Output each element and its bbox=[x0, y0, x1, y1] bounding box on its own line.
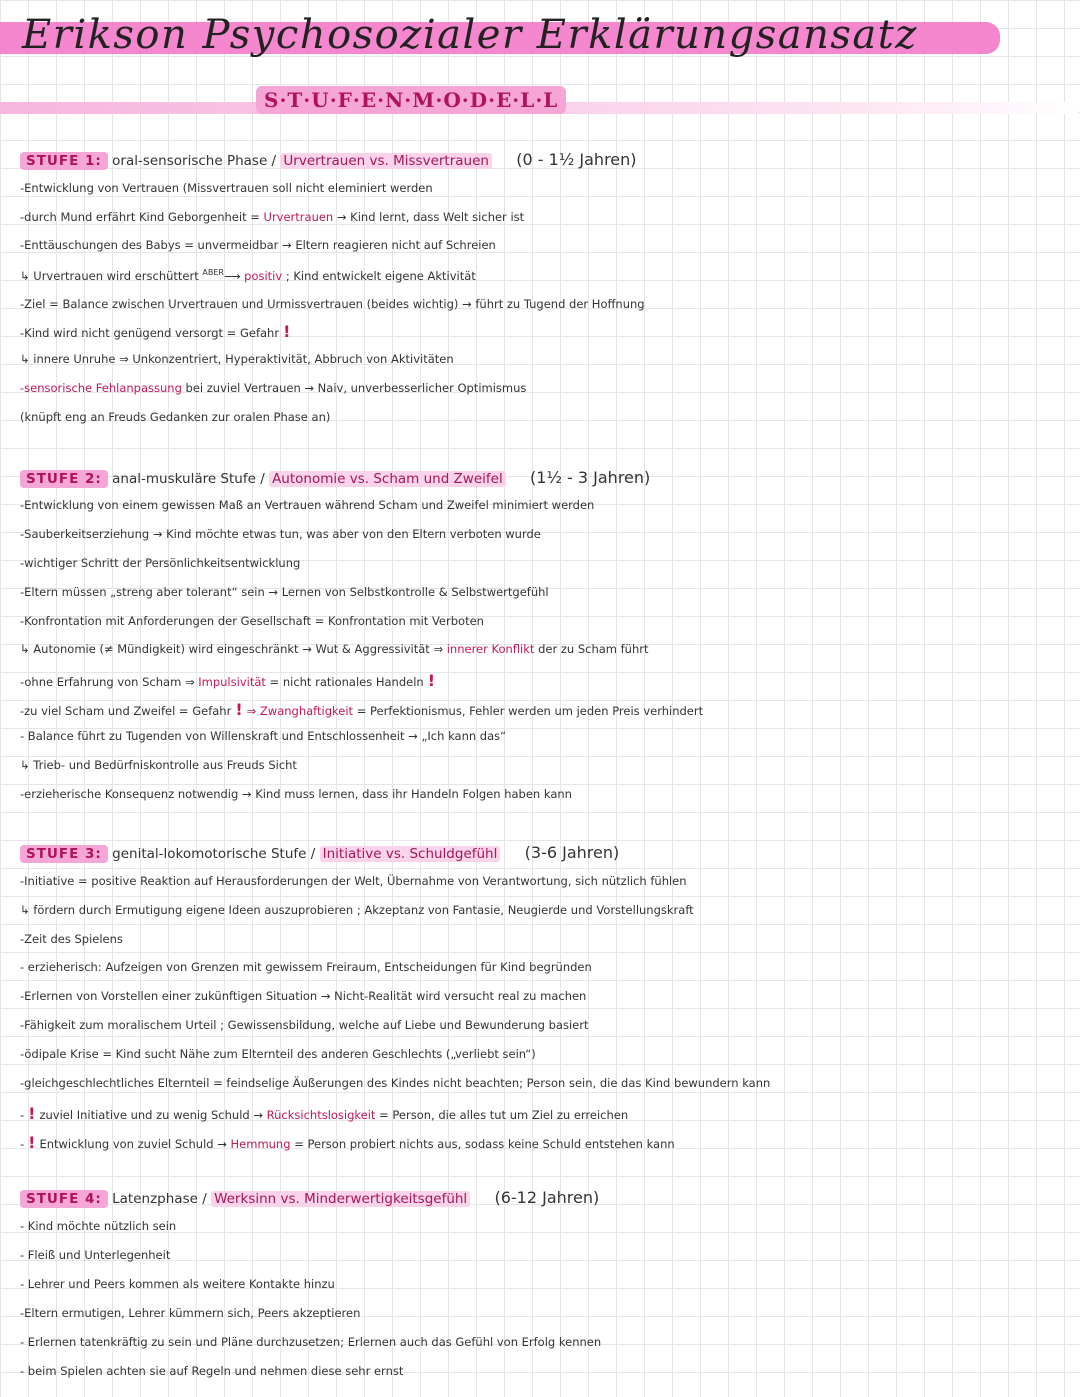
keyword-fehlanpassung: -sensorische Fehlanpassung bbox=[20, 381, 182, 395]
stage3-line: -ödipale Krise = Kind sucht Nähe zum Elternteil des anderen Geschlechts („verliebt sein“) bbox=[20, 1047, 536, 1061]
stage2-line: -erzieherische Konsequenz notwendig → Kind muss lernen, dass ihr Handeln Folgen haben kann bbox=[20, 787, 572, 801]
stage2-age: (1½ - 3 Jahren) bbox=[530, 468, 651, 487]
keyword-hemmung: Hemmung bbox=[230, 1137, 291, 1151]
stage3-line: -Fähigkeit zum moralischem Urteil ; Gewissensbildung, welche auf Liebe und Bewunderung basiert bbox=[20, 1018, 589, 1032]
stage3-line: - erzieherisch: Aufzeigen von Grenzen mit gewissem Freiraum, Entscheidungen für Kind begründen bbox=[20, 960, 592, 974]
text-segment: der zu Scham führt bbox=[538, 642, 649, 656]
stage2-label: STUFE 2: bbox=[20, 470, 108, 488]
warning-icon: ! bbox=[28, 1133, 36, 1152]
stage1-line: ↳ Urvertrauen wird erschüttert $^{ABER}$⟶ positiv ; Kind entwickelt eigene Aktivität bbox=[20, 268, 476, 283]
stage2-line bbox=[20, 700, 703, 719]
stage3-label: STUFE 3: bbox=[20, 845, 108, 863]
text-segment: zuviel Initiative und zu wenig Schuld → bbox=[39, 1108, 263, 1122]
stage3-heading bbox=[20, 843, 619, 862]
keyword-urvertrauen: Urvertrauen bbox=[263, 210, 334, 224]
stage4-line: - Erlernen tatenkräftig zu sein und Pläne durchzusetzen; Erlernen auch das Gefühl von Erfolg kennen bbox=[20, 1335, 602, 1349]
stage2-conflict: Autonomie vs. Scham und Zweifel bbox=[269, 471, 506, 487]
stage2-line: -Sauberkeitserziehung → Kind möchte etwas tun, was aber von den Eltern verboten wurde bbox=[20, 527, 541, 541]
keyword-positiv: positiv bbox=[244, 268, 283, 283]
stage1-line: (knüpft eng an Freuds Gedanken zur oralen Phase an) bbox=[20, 410, 331, 424]
text-segment: = Perfektionismus, Fehler werden um jeden Preis verhindert bbox=[356, 704, 704, 718]
stage3-line: - ! Entwicklung von zuviel Schuld → Hemmung = Person probiert nichts aus, sodass keine Schuld entstehen kann bbox=[20, 1133, 675, 1152]
text-segment: -zu viel Scham und Zweifel = Gefahr bbox=[20, 704, 232, 718]
stage2-line: -Konfrontation mit Anforderungen der Gesellschaft = Konfrontation mit Verboten bbox=[20, 614, 484, 628]
stage4-line: - beim Spielen achten sie auf Regeln und nehmen diese sehr ernst bbox=[20, 1364, 404, 1378]
stage4-line: -Eltern ermutigen, Lehrer kümmern sich, Peers akzeptieren bbox=[20, 1306, 361, 1320]
warning-icon: ! bbox=[427, 671, 436, 690]
text-segment: ↳ Autonomie (≠ Mündigkeit) wird eingeschränkt → Wut & Aggressivität ⇒ bbox=[20, 642, 444, 656]
keyword-konflikt: innerer Konflikt bbox=[446, 642, 535, 656]
stage2-line: ↳ Trieb- und Bedürfniskontrolle aus Freuds Sicht bbox=[20, 758, 297, 772]
stage1-line: -Ziel = Balance zwischen Urvertrauen und Urmissvertrauen (beides wichtig) → führt zu Tugend der Hoffnung bbox=[20, 297, 645, 311]
stage3-line: ↳ fördern durch Ermutigung eigene Ideen auszuprobieren ; Akzeptanz von Fantasie, Neugierde und Vorstellungskraft bbox=[20, 903, 694, 917]
stage3-phase: genital-lokomotorische Stufe / bbox=[112, 846, 316, 862]
stage4-conflict: Werksinn vs. Minderwertigkeitsgefühl bbox=[211, 1191, 470, 1207]
stage3-line: -Erlernen von Vorstellen einer zukünftigen Situation → Nicht-Realität wird versucht real zu machen bbox=[20, 989, 587, 1003]
keyword-zwanghaftigkeit: ⇒ Zwanghaftigkeit bbox=[246, 704, 354, 718]
stage1-label: STUFE 1: bbox=[20, 152, 108, 170]
text-segment: ; Kind entwickelt eigene Aktivität bbox=[285, 268, 476, 283]
text-segment: -ohne Erfahrung von Scham ⇒ bbox=[20, 675, 195, 689]
text-segment: -durch Mund erfährt Kind Geborgenheit = bbox=[20, 210, 260, 224]
stage2-line bbox=[20, 642, 649, 656]
stage4-line: - Kind möchte nützlich sein bbox=[20, 1219, 177, 1233]
stage2-line: -Eltern müssen „streng aber tolerant“ sein → Lernen von Selbstkontrolle & Selbstwertgefühl bbox=[20, 585, 549, 599]
aber-note: ABER bbox=[202, 268, 224, 277]
stage4-line: - Lehrer und Peers kommen als weitere Kontakte hinzu bbox=[20, 1277, 335, 1291]
stage3-age: (3-6 Jahren) bbox=[524, 843, 620, 862]
text-segment: bei zuviel Vertrauen → Naiv, unverbesserlicher Optimismus bbox=[185, 381, 527, 395]
warning-icon: ! bbox=[235, 700, 243, 719]
stage1-line: ↳ innere Unruhe ⇒ Unkonzentriert, Hyperaktivität, Abbruch von Aktivitäten bbox=[20, 352, 454, 366]
warning-icon: ! bbox=[283, 322, 291, 341]
stage2-line: -Entwicklung von einem gewissen Maß an Vertrauen während Scham und Zweifel minimiert werden bbox=[20, 498, 595, 512]
stage2-line: -wichtiger Schritt der Persönlichkeitsentwicklung bbox=[20, 556, 301, 570]
stage4-heading bbox=[20, 1188, 599, 1207]
stage4-label: STUFE 4: bbox=[20, 1190, 108, 1208]
stage1-heading: STUFE 1: oral-sensorische Phase / Urvertrauen vs. Missvertrauen (0 - 1½ Jahren) bbox=[20, 150, 637, 169]
stage4-age: (6-12 Jahren) bbox=[494, 1188, 600, 1207]
stage3-line: -Zeit des Spielens bbox=[20, 932, 123, 946]
stage2-phase: anal-muskuläre Stufe / bbox=[112, 471, 265, 487]
page-title: Erikson Psychosozialer Erklärungsansatz bbox=[22, 12, 918, 58]
text-segment: Entwicklung von zuviel Schuld → bbox=[39, 1137, 227, 1151]
stage1-line: -Enttäuschungen des Babys = unvermeidbar → Eltern reagieren nicht auf Schreien bbox=[20, 238, 496, 252]
stage1-line bbox=[20, 322, 294, 341]
text-segment: = Person, die alles tut um Ziel zu erreichen bbox=[379, 1108, 629, 1122]
stage1-line bbox=[20, 210, 524, 224]
text-segment: -Kind wird nicht genügend versorgt = Gefahr bbox=[20, 326, 280, 340]
warning-icon: ! bbox=[28, 1104, 36, 1123]
stage4-line: - Fleiß und Unterlegenheit bbox=[20, 1248, 171, 1262]
stage1-conflict: Urvertrauen vs. Missvertrauen bbox=[280, 153, 492, 169]
stage2-line: - Balance führt zu Tugenden von Willenskraft und Entschlossenheit → „Ich kann das“ bbox=[20, 729, 507, 743]
stage1-age: (0 - 1½ Jahren) bbox=[516, 150, 637, 169]
stage1-line: -Entwicklung von Vertrauen (Missvertrauen soll nicht eleminiert werden bbox=[20, 181, 433, 195]
keyword-impulsivitaet: Impulsivität bbox=[198, 675, 266, 689]
keyword-ruecksichtslosigkeit: Rücksichtslosigkeit bbox=[266, 1108, 376, 1122]
stage3-conflict: Initiative vs. Schuldgefühl bbox=[320, 846, 501, 862]
stage4-phase: Latenzphase / bbox=[112, 1191, 207, 1207]
stage3-line: -Initiative = positive Reaktion auf Herausforderungen der Welt, Übernahme von Verantwortung, sich nützlich fühlen bbox=[20, 874, 687, 888]
text-segment: ↳ Urvertrauen wird erschüttert bbox=[20, 268, 199, 283]
text-segment: → Kind lernt, dass Welt sicher ist bbox=[336, 210, 525, 224]
stage2-line bbox=[20, 671, 439, 690]
page-subtitle: S·T·U·F·E·N·M·O·D·E·L·L bbox=[256, 86, 566, 114]
stage3-line: -gleichgeschlechtliches Elternteil = feindselige Äußerungen des Kindes nicht beachten; Person sein, die das Kind bewundern kann bbox=[20, 1076, 771, 1090]
stage1-line bbox=[20, 381, 526, 395]
stage2-heading bbox=[20, 468, 650, 487]
stage3-line: - ! zuviel Initiative und zu wenig Schuld → Rücksichtslosigkeit = Person, die alles tut um Ziel zu erreichen bbox=[20, 1104, 629, 1123]
text-segment: = nicht rationales Handeln bbox=[269, 675, 424, 689]
stage1-phase: oral-sensorische Phase bbox=[112, 153, 268, 169]
text-segment: = Person probiert nichts aus, sodass keine Schuld entstehen kann bbox=[294, 1137, 675, 1151]
